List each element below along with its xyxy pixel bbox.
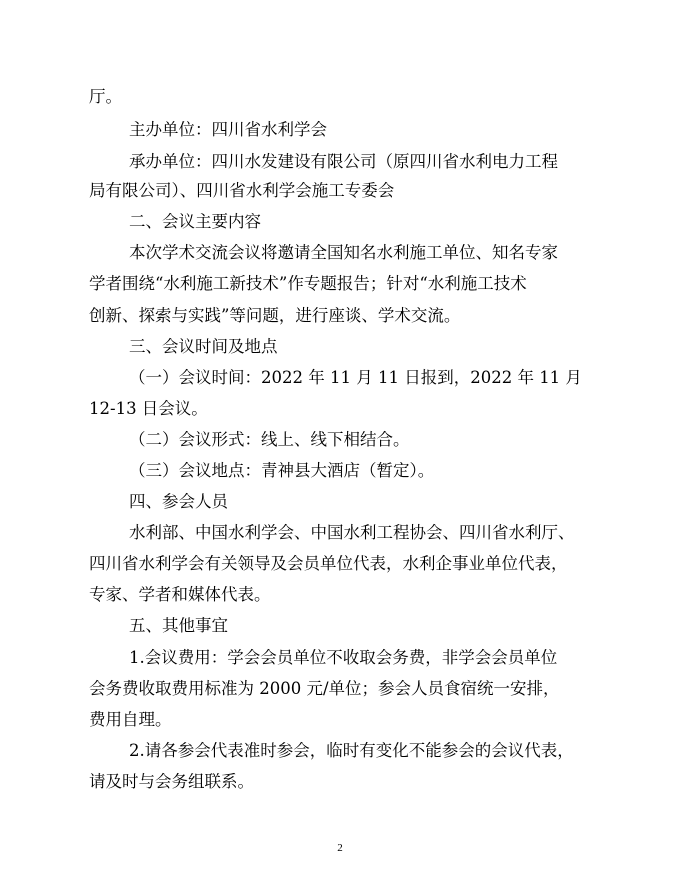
text-line-11: 12-13 日会议。 (89, 399, 208, 418)
text-line-3: 承办单位：四川水发建设有限公司（原四川省水利电力工程 (129, 152, 558, 171)
text-line-22: 2.请各参会代表准时参会，临时有变化不能参会的会议代表， (129, 741, 574, 760)
text-line-21: 费用自理。 (89, 710, 172, 729)
section-heading-5: 五、其他事宜 (129, 616, 228, 635)
section-heading-4: 四、参会人员 (129, 492, 228, 511)
text-line-13: （三）会议地点：青神县大酒店（暂定）。 (129, 461, 435, 480)
text-line-20: 会务费收取费用标准为 2000 元/单位；参会人员食宿统一安排， (89, 679, 560, 698)
text-line-19: 1.会议费用：学会会员单位不收取会务费，非学会会员单位 (129, 648, 558, 667)
text-line-2: 主办单位：四川省水利学会 (129, 120, 327, 139)
text-line-8: 创新、探索与实践”等问题，进行座谈、学术交流。 (89, 306, 461, 325)
text-line-12: （二）会议形式：线上、线下相结合。 (129, 430, 410, 449)
section-heading-3: 三、会议时间及地点 (129, 337, 278, 356)
text-line-6: 本次学术交流会议将邀请全国知名水利施工单位、知名专家 (129, 243, 558, 262)
text-line-17: 专家、学者和媒体代表。 (89, 585, 271, 604)
text-line-10: （一）会议时间：2022 年 11 月 11 日报到，2022 年 11 月 (129, 368, 582, 387)
text-line-15: 水利部、中国水利学会、中国水利工程协会、四川省水利厅、 (129, 523, 575, 542)
text-line-4: 局有限公司）、四川省水利学会施工专委会 (89, 181, 395, 200)
text-line-16: 四川省水利学会有关领导及会员单位代表，水利企事业单位代表， (89, 554, 568, 573)
text-line-7: 学者围绕“水利施工新技术”作专题报告；针对“水利施工技术 (89, 274, 527, 293)
text-line-1: 厅。 (89, 87, 122, 106)
section-heading-2: 二、会议主要内容 (129, 212, 261, 231)
page-number: 2 (337, 842, 343, 854)
text-line-23: 请及时与会务组联系。 (89, 772, 254, 791)
